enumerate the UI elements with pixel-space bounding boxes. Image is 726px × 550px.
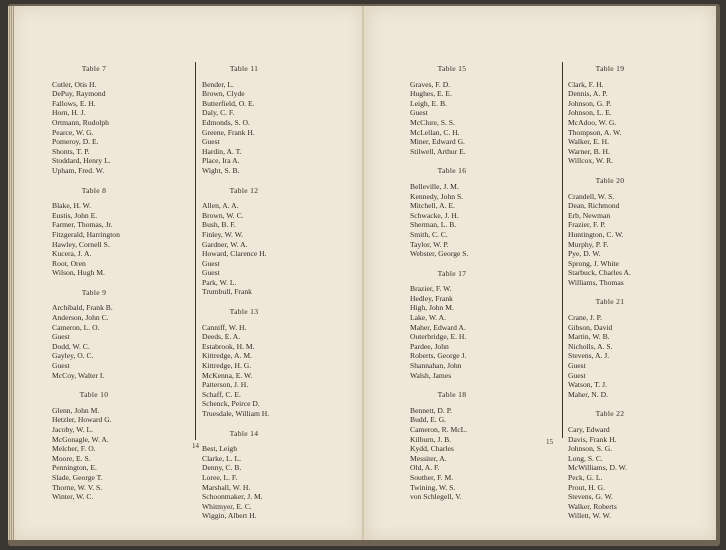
guest-name: Clarke, L. L. (202, 453, 242, 463)
guest-name: Gibson, David (568, 322, 613, 332)
column-divider-right (562, 62, 563, 438)
guest-name: Pomeroy, D. E. (52, 137, 99, 147)
guest-name: Starbuck, Charles A. (568, 268, 631, 278)
guest-name: Walker, E. H. (568, 137, 610, 147)
guest-name: Schaff, C. E. (202, 389, 241, 399)
page-number-left: 14 (192, 442, 199, 450)
guest-name: Trumbull, Frank (202, 287, 252, 297)
seating-column-left-1 (52, 64, 202, 502)
table-heading: Table 11 (229, 64, 259, 73)
guest-name: Stevens, G. W. (568, 492, 613, 502)
guest-name: Erb, Newman (568, 210, 611, 220)
guest-name: Johnson, S. G. (568, 444, 613, 454)
guest-name: Gardner, W. A. (202, 239, 248, 249)
table-heading: Table 19 (595, 64, 625, 73)
guest-name: Bennett, D. P. (410, 405, 452, 415)
guest-name: Miner, Edward G. (410, 137, 465, 147)
right-page (366, 6, 716, 540)
guest-name: Loree, L. F. (202, 472, 238, 482)
guest-name: Anderson, John C. (52, 313, 109, 323)
guest-name: Guest (410, 108, 428, 118)
guest-name: Gayley, O. C. (52, 351, 94, 361)
guest-name: High, John M. (410, 303, 454, 313)
guest-name: Wiggin, Albert H. (202, 511, 257, 521)
table-heading: Table 8 (81, 185, 107, 195)
table-heading: Table 20 (595, 175, 625, 185)
guest-name: McAdoo, W. G. (568, 117, 617, 127)
guest-name: McWilliams, D. W. (568, 463, 627, 473)
guest-name: Archibald, Frank B. (52, 303, 113, 313)
guest-name: Guest (568, 361, 586, 371)
guest-name: Dennis, A. P. (568, 89, 608, 99)
guest-name: Belleville, J. M. (410, 181, 459, 191)
guest-name: Pearce, W. G. (52, 127, 94, 137)
guest-name: Blake, H. W. (52, 201, 92, 211)
table-heading: Table 13 (229, 307, 259, 317)
guest-name: Prout, H. G. (568, 482, 605, 492)
table-gap (202, 419, 352, 429)
guest-name: Fitzgerald, Harrington (52, 229, 120, 239)
guest-name: McLellan, C. H. (410, 127, 460, 137)
table-heading: Table 10 (79, 390, 109, 400)
guest-name: Brown, Clyde (202, 89, 245, 99)
guest-name: Taylor, W. P. (410, 239, 449, 249)
table-heading: Table 7 (81, 64, 107, 73)
guest-name: Butterfield, O. E. (202, 98, 255, 108)
guest-name: Eustis, John E. (52, 210, 98, 220)
seating-column-left-2 (202, 64, 352, 521)
guest-name: Maher, Edward A. (410, 322, 466, 332)
guest-name: Wilson, Hugh M. (52, 268, 105, 278)
guest-name: Martin, W. B. (568, 332, 610, 342)
table-heading: Table 12 (229, 185, 259, 195)
guest-name: DePuy, Raymond (52, 89, 106, 99)
guest-name: Souther, F. M. (410, 472, 454, 482)
guest-name: Willcox, W. R. (568, 156, 614, 166)
guest-name: Pardee, John (410, 341, 449, 351)
guest-name: Walsh, James (410, 370, 452, 380)
guest-name: Schwacke, J. H. (410, 210, 459, 220)
table-gap (52, 278, 202, 288)
guest-name: Brown, W. C. (202, 210, 244, 220)
guest-name: Stilwell, Arthur E. (410, 146, 466, 156)
guest-name: Ortmann, Rudolph (52, 117, 109, 127)
guest-name: Frazier, F. P. (568, 220, 606, 230)
guest-name: Kennedy, John S. (410, 191, 464, 201)
guest-name: Walker, Roberts (568, 501, 617, 511)
guest-name: Leigh, E. B. (410, 98, 447, 108)
table-gap (410, 259, 560, 269)
guest-name: Edmonds, S. O. (202, 117, 250, 127)
guest-name: von Schlegell, V. (410, 492, 462, 502)
guest-name: Marshall, W. H. (202, 482, 251, 492)
guest-name: Denny, C. B. (202, 463, 242, 473)
guest-name: Davis, Frank H. (568, 434, 617, 444)
guest-name: Webster, George S. (410, 249, 469, 259)
guest-name: Lake, W. A. (410, 313, 447, 323)
guest-name: Whitmyer, E. C. (202, 501, 252, 511)
seating-column-right-2 (568, 64, 718, 521)
guest-name: McCoy, Walter I. (52, 370, 105, 380)
guest-name: Glenn, John M. (52, 405, 100, 415)
guest-name: Nicholls, A. S. (568, 341, 613, 351)
guest-name: Howard, Clarence H. (202, 249, 267, 259)
guest-name: Greene, Frank H. (202, 127, 255, 137)
table-heading: Table 17 (437, 268, 467, 278)
guest-name: Bender, L. (202, 79, 234, 89)
guest-name: Peck, G. L. (568, 472, 603, 482)
guest-name: Hughes, E. E. (410, 89, 452, 99)
guest-name: Cameron, L. O. (52, 322, 100, 332)
guest-name: Old, A. F. (410, 463, 440, 473)
table-heading: Table 22 (595, 409, 625, 419)
guest-name: Kucera, J. A. (52, 249, 92, 259)
guest-name: Johnson, L. E. (568, 108, 612, 118)
guest-name: Wight, S. B. (202, 165, 240, 175)
guest-name: Truesdale, William H. (202, 409, 270, 418)
table-gap (52, 380, 202, 390)
guest-name: Cutler, Otis H. (52, 79, 97, 89)
guest-name: Horn, H. J. (52, 108, 86, 118)
guest-name: Smith, C. C. (410, 229, 448, 239)
guest-name: Schenck, Peirce D. (202, 399, 260, 409)
table-heading: Table 21 (595, 297, 625, 307)
guest-name: Crane, J. P. (568, 313, 602, 323)
guest-name: Guest (52, 332, 70, 342)
guest-name: Twining, W. S. (410, 482, 456, 492)
guest-name: Brazier, F. W. (410, 284, 452, 294)
guest-name: Clark, F. H. (568, 79, 604, 89)
guest-name: Estabrook, H. M. (202, 341, 255, 351)
left-page (12, 6, 364, 540)
guest-name: Budd, E. G. (410, 415, 447, 425)
guest-name: Farmer, Thomas, Jr. (52, 220, 113, 230)
table-heading: Table 14 (229, 428, 259, 438)
table-gap (568, 166, 718, 176)
guest-name: Stoddard, Henry L. (52, 156, 111, 166)
guest-name: Guest (202, 137, 220, 147)
guest-name: Graves, F. D. (410, 79, 451, 89)
guest-name: Upham, Fred. W. (52, 165, 105, 175)
guest-name: Guest (568, 370, 586, 380)
guest-name: McClure, S. S. (410, 117, 455, 127)
guest-name: Outerbridge, E. H. (410, 332, 467, 342)
table-gap (202, 297, 352, 307)
guest-name: Bush, B. F. (202, 220, 236, 230)
guest-name: Watson, T. J. (568, 380, 607, 390)
guest-name: Mitchell, A. E. (410, 201, 455, 211)
guest-name: Huntington, C. W. (568, 229, 624, 239)
guest-name: Murphy, P. F. (568, 239, 609, 249)
guest-name: Shonts, T. P. (52, 146, 90, 156)
guest-name: Willett, W. W. (568, 511, 611, 521)
guest-name: Shannahan, John (410, 361, 462, 371)
page-number-right: 15 (546, 438, 553, 446)
guest-name: Long, S. C. (568, 453, 603, 463)
guest-name: Best, Leigh (202, 444, 238, 454)
guest-name: Sherman, L. B. (410, 220, 457, 230)
table-gap (410, 156, 560, 166)
guest-name: Canniff, W. H. (202, 322, 247, 332)
table-heading: Table 15 (437, 64, 467, 73)
guest-name: Pennington, E. (52, 463, 97, 473)
guest-name: Hawley, Cornell S. (52, 239, 110, 249)
seating-column-right-1 (410, 64, 560, 502)
guest-name: Fallows, E. H. (52, 98, 96, 108)
guest-name: Maher, N. D. (568, 389, 608, 399)
guest-name: Deeds, E. A. (202, 332, 241, 342)
guest-name: Thorne, W. V. S. (52, 482, 103, 492)
guest-name: Kilburn, J. B. (410, 434, 452, 444)
guest-name: Guest (202, 268, 220, 278)
guest-name: Roberts, George J. (410, 351, 467, 361)
table-gap (568, 399, 718, 409)
guest-name: Cary, Edward (568, 425, 610, 434)
guest-name: Cameron, R. McL. (410, 425, 468, 434)
table-gap (52, 176, 202, 186)
table-gap (202, 176, 352, 186)
guest-name: Patterson, J. H. (202, 380, 249, 390)
guest-name: Dean, Richmond (568, 201, 620, 211)
guest-name: Root, Oren (52, 258, 86, 268)
table-heading: Table 16 (437, 166, 467, 176)
guest-name: Hedley, Frank (410, 293, 453, 303)
column-divider-left (195, 62, 196, 440)
table-heading: Table 9 (81, 287, 107, 297)
guest-name: Finley, W. W. (202, 229, 244, 239)
guest-name: Johnson, G. P. (568, 98, 612, 108)
guest-name: Guest (52, 361, 70, 371)
guest-name: Kittredge, A. M. (202, 351, 252, 361)
table-gap (568, 287, 718, 297)
guest-name: Stevens, A. J. (568, 351, 610, 361)
guest-name: Moore, E. S. (52, 453, 91, 463)
guest-name: Schoonmaker, J. M. (202, 492, 263, 502)
guest-name: Kittredge, H. G. (202, 361, 252, 371)
guest-name: Melcher, F. O. (52, 444, 96, 454)
guest-name: Jacoby, W. L. (52, 425, 94, 434)
guest-name: Winter, W. C. (52, 492, 94, 502)
guest-name: McGonagle, W. A. (52, 434, 109, 444)
guest-name: Hardin, A. T. (202, 146, 242, 156)
guest-name: Allen, A. A. (202, 201, 239, 211)
table-gap (410, 380, 560, 390)
guest-name: Daly, C. F. (202, 108, 235, 118)
page-edge (8, 6, 14, 540)
open-book (8, 4, 720, 546)
guest-name: McKenna, E. W. (202, 370, 253, 380)
guest-name: Slade, George T. (52, 472, 103, 482)
guest-name: Warner, B. H. (568, 146, 610, 156)
guest-name: Crandell, W. S. (568, 191, 615, 201)
guest-name: Messiter, A. (410, 453, 447, 463)
table-heading: Table 18 (437, 390, 467, 400)
guest-name: Sprong, J. White (568, 258, 619, 268)
guest-name: Dodd, W. C. (52, 341, 90, 351)
guest-name: Pye, D. W. (568, 249, 601, 259)
guest-name: Place, Ira A. (202, 156, 240, 166)
guest-name: Williams, Thomas (568, 277, 624, 287)
guest-name: Kydd, Charles (410, 444, 454, 454)
guest-name: Hetzler, Howard G. (52, 415, 112, 425)
guest-name: Thompson, A. W. (568, 127, 622, 137)
guest-name: Park, W. L. (202, 277, 237, 287)
guest-name: Guest (202, 258, 220, 268)
